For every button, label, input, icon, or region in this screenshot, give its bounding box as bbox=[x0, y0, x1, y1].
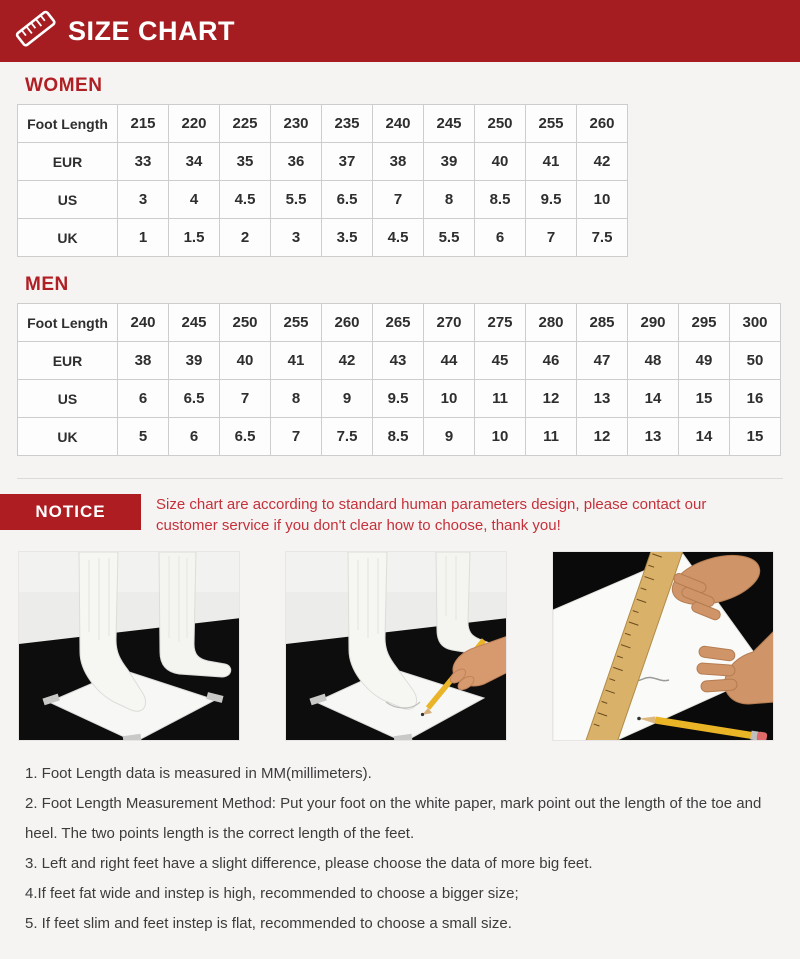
page-header bbox=[0, 0, 800, 62]
size-cell: 4.5 bbox=[220, 181, 271, 219]
table-row bbox=[18, 418, 781, 456]
size-cell: 295 bbox=[679, 304, 730, 342]
size-cell: 240 bbox=[373, 105, 424, 143]
size-cell: 9.5 bbox=[373, 380, 424, 418]
size-cell: 245 bbox=[424, 105, 475, 143]
size-cell: 240 bbox=[118, 304, 169, 342]
size-cell: 225 bbox=[220, 105, 271, 143]
size-cell: 15 bbox=[730, 418, 781, 456]
table-row bbox=[18, 105, 628, 143]
size-cell: 37 bbox=[322, 143, 373, 181]
row-label-cell: UK bbox=[18, 418, 118, 456]
size-cell: 2 bbox=[220, 219, 271, 257]
size-cell: 14 bbox=[679, 418, 730, 456]
size-cell: 8.5 bbox=[475, 181, 526, 219]
section-divider bbox=[17, 478, 783, 479]
size-cell: 47 bbox=[577, 342, 628, 380]
size-cell: 1.5 bbox=[169, 219, 220, 257]
note-item: 3. Left and right feet have a slight difference, please choose the data of more big feet. bbox=[25, 855, 593, 872]
size-cell: 8 bbox=[271, 380, 322, 418]
size-cell: 45 bbox=[475, 342, 526, 380]
size-cell: 255 bbox=[526, 105, 577, 143]
size-cell: 8.5 bbox=[373, 418, 424, 456]
table-row bbox=[18, 181, 628, 219]
table-row bbox=[18, 143, 628, 181]
size-cell: 5 bbox=[118, 418, 169, 456]
size-cell: 6 bbox=[118, 380, 169, 418]
size-cell: 40 bbox=[475, 143, 526, 181]
notice-text: Size chart are according to standard human parameters design, please contact our customer service if you don't clear how to choose, thank you! bbox=[156, 496, 707, 534]
size-cell: 15 bbox=[679, 380, 730, 418]
size-cell: 14 bbox=[628, 380, 679, 418]
size-cell: 10 bbox=[424, 380, 475, 418]
size-cell: 16 bbox=[730, 380, 781, 418]
row-label-cell: EUR bbox=[18, 342, 118, 380]
size-cell: 9 bbox=[322, 380, 373, 418]
size-cell: 34 bbox=[169, 143, 220, 181]
size-cell: 7.5 bbox=[577, 219, 628, 257]
size-cell: 33 bbox=[118, 143, 169, 181]
measurement-steps bbox=[0, 551, 800, 741]
size-cell: 6 bbox=[475, 219, 526, 257]
size-cell: 4.5 bbox=[373, 219, 424, 257]
table-row bbox=[18, 304, 781, 342]
size-cell: 11 bbox=[526, 418, 577, 456]
size-cell: 50 bbox=[730, 342, 781, 380]
size-cell: 42 bbox=[322, 342, 373, 380]
size-cell: 275 bbox=[475, 304, 526, 342]
size-cell: 10 bbox=[577, 181, 628, 219]
notes-list bbox=[0, 741, 800, 949]
row-label-cell: US bbox=[18, 181, 118, 219]
row-label-cell: UK bbox=[18, 219, 118, 257]
size-cell: 265 bbox=[373, 304, 424, 342]
men-section bbox=[0, 274, 800, 456]
size-cell: 6.5 bbox=[169, 380, 220, 418]
size-cell: 5.5 bbox=[271, 181, 322, 219]
size-cell: 9 bbox=[424, 418, 475, 456]
size-cell: 41 bbox=[526, 143, 577, 181]
men-size-table bbox=[17, 303, 781, 456]
note-item: 5. If feet slim and feet instep is flat, recommended to choose a small size. bbox=[25, 915, 512, 932]
size-cell: 13 bbox=[577, 380, 628, 418]
size-cell: 41 bbox=[271, 342, 322, 380]
size-cell: 44 bbox=[424, 342, 475, 380]
size-cell: 7 bbox=[373, 181, 424, 219]
size-cell: 35 bbox=[220, 143, 271, 181]
size-cell: 38 bbox=[373, 143, 424, 181]
size-cell: 3 bbox=[271, 219, 322, 257]
size-cell: 10 bbox=[475, 418, 526, 456]
size-cell: 7.5 bbox=[322, 418, 373, 456]
size-cell: 8 bbox=[424, 181, 475, 219]
size-cell: 6.5 bbox=[322, 181, 373, 219]
size-cell: 250 bbox=[475, 105, 526, 143]
ruler-icon bbox=[13, 6, 59, 57]
row-label-cell: Foot Length bbox=[18, 105, 118, 143]
size-cell: 280 bbox=[526, 304, 577, 342]
size-cell: 250 bbox=[220, 304, 271, 342]
size-cell: 235 bbox=[322, 105, 373, 143]
size-cell: 255 bbox=[271, 304, 322, 342]
size-cell: 36 bbox=[271, 143, 322, 181]
table-row bbox=[18, 380, 781, 418]
size-cell: 215 bbox=[118, 105, 169, 143]
size-cell: 12 bbox=[577, 418, 628, 456]
notice-section bbox=[0, 494, 800, 536]
men-heading: MEN bbox=[25, 274, 69, 295]
size-cell: 3 bbox=[118, 181, 169, 219]
row-label-cell: Foot Length bbox=[18, 304, 118, 342]
size-cell: 260 bbox=[322, 304, 373, 342]
table-row bbox=[18, 342, 781, 380]
size-cell: 230 bbox=[271, 105, 322, 143]
size-cell: 42 bbox=[577, 143, 628, 181]
size-cell: 270 bbox=[424, 304, 475, 342]
trace-foot-with-pencil-photo bbox=[285, 551, 507, 741]
size-cell: 39 bbox=[424, 143, 475, 181]
size-cell: 46 bbox=[526, 342, 577, 380]
size-cell: 38 bbox=[118, 342, 169, 380]
size-cell: 3.5 bbox=[322, 219, 373, 257]
size-cell: 300 bbox=[730, 304, 781, 342]
size-cell: 4 bbox=[169, 181, 220, 219]
size-cell: 9.5 bbox=[526, 181, 577, 219]
size-cell: 39 bbox=[169, 342, 220, 380]
size-cell: 285 bbox=[577, 304, 628, 342]
size-cell: 7 bbox=[271, 418, 322, 456]
table-row bbox=[18, 219, 628, 257]
size-cell: 290 bbox=[628, 304, 679, 342]
note-item: 4.If feet fat wide and instep is high, recommended to choose a bigger size; bbox=[25, 885, 519, 902]
note-item: 1. Foot Length data is measured in MM(millimeters). bbox=[25, 765, 372, 782]
size-cell: 6.5 bbox=[220, 418, 271, 456]
row-label-cell: EUR bbox=[18, 143, 118, 181]
size-cell: 6 bbox=[169, 418, 220, 456]
size-cell: 260 bbox=[577, 105, 628, 143]
size-cell: 43 bbox=[373, 342, 424, 380]
size-cell: 7 bbox=[220, 380, 271, 418]
notice-badge: NOTICE bbox=[0, 494, 141, 530]
size-cell: 11 bbox=[475, 380, 526, 418]
size-cell: 7 bbox=[526, 219, 577, 257]
size-cell: 220 bbox=[169, 105, 220, 143]
size-cell: 245 bbox=[169, 304, 220, 342]
page-title: SIZE CHART bbox=[68, 15, 235, 46]
women-size-table bbox=[17, 104, 628, 257]
size-cell: 13 bbox=[628, 418, 679, 456]
size-cell: 49 bbox=[679, 342, 730, 380]
size-cell: 12 bbox=[526, 380, 577, 418]
measure-with-ruler-photo bbox=[552, 551, 774, 741]
size-cell: 40 bbox=[220, 342, 271, 380]
size-cell: 1 bbox=[118, 219, 169, 257]
size-cell: 5.5 bbox=[424, 219, 475, 257]
size-cell: 48 bbox=[628, 342, 679, 380]
foot-on-paper-photo bbox=[18, 551, 240, 741]
women-heading: WOMEN bbox=[25, 75, 103, 96]
women-section bbox=[0, 75, 800, 257]
row-label-cell: US bbox=[18, 380, 118, 418]
note-item: 2. Foot Length Measurement Method: Put your foot on the white paper, mark point out the length of the toe and heel. The two points length is the correct length of the feet. bbox=[25, 795, 762, 842]
